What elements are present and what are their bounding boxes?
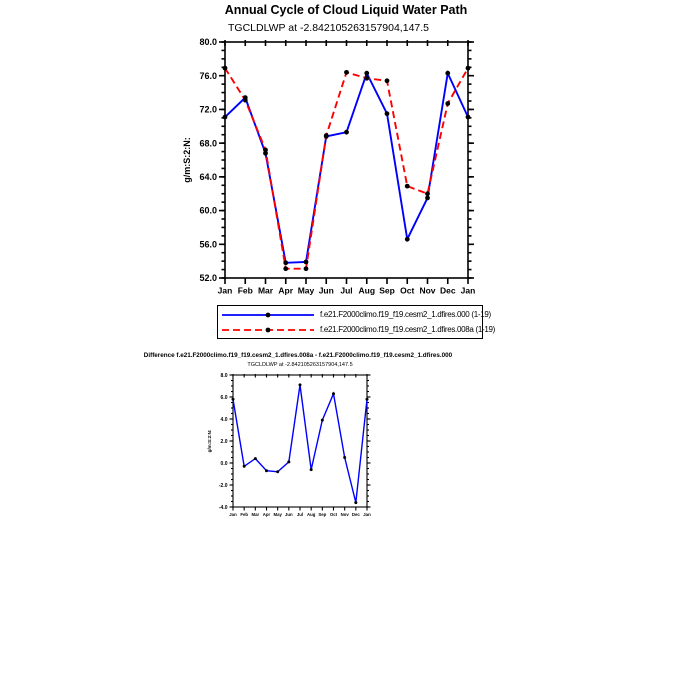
main-chart-subtitle: TGCLDLWP at -2.842105263157904,147.5 [228, 22, 430, 34]
y-tick-label: 64.0 [199, 172, 217, 183]
series-line-0 [233, 385, 367, 503]
x-tick-label: Sep [318, 511, 327, 517]
main-chart [180, 36, 500, 301]
y-tick-label: 4.0 [220, 416, 228, 423]
series-markers-0 [232, 383, 369, 504]
y-tick-label: -2.0 [218, 482, 228, 489]
y-tick-label: 6.0 [220, 394, 228, 401]
y-tick-label: 56.0 [199, 239, 217, 250]
axes [219, 40, 474, 284]
main-chart-title: Annual Cycle of Cloud Liquid Water Path [224, 3, 468, 17]
y-tick-label: 2.0 [220, 438, 228, 445]
x-tick-label: Jul [296, 511, 304, 517]
x-tick-label: Aug [306, 511, 316, 517]
y-tick-label: 72.0 [199, 104, 217, 115]
x-tick-label: Apr [262, 511, 271, 517]
x-tick-label: Mar [257, 285, 274, 296]
legend-line-solid-icon [218, 309, 318, 321]
x-tick-label: Dec [351, 511, 360, 517]
x-tick-label: Jan [217, 285, 233, 296]
y-tick-label: 60.0 [199, 205, 217, 216]
x-tick-label: Jun [285, 511, 293, 517]
axes [230, 374, 371, 511]
x-tick-label: Jan [460, 285, 476, 296]
x-tick-label: Jan [363, 511, 371, 517]
x-tick-label: Feb [240, 511, 248, 517]
legend [217, 305, 496, 339]
x-tick-label: Jul [340, 285, 353, 296]
diff-chart [195, 368, 395, 528]
x-tick-label: Dec [439, 285, 456, 296]
series-line-0 [225, 73, 468, 263]
legend-item [218, 308, 491, 322]
legend-label: f.e21.F2000climo.f19_f19.cesm2_1.dfires.008a (1-19) [320, 325, 496, 334]
y-tick-label: 0.0 [220, 460, 228, 467]
y-tick-label: 52.0 [199, 273, 217, 284]
x-tick-label: Oct [329, 511, 338, 517]
x-tick-label: Feb [237, 285, 253, 296]
y-axis-labels [219, 373, 371, 517]
legend-item [218, 323, 496, 337]
x-tick-label: Jan [229, 511, 237, 517]
y-tick-label: 8.0 [220, 372, 228, 379]
x-tick-label: Jun [318, 285, 334, 296]
x-tick-label: May [297, 285, 315, 296]
x-tick-label: Nov [340, 511, 349, 517]
y-axis-title: g/m:S:2:N: [207, 429, 212, 453]
diff-chart-subtitle: TGCLDLWP at -2.842105263157904,147.5 [247, 362, 353, 368]
x-tick-label: Nov [419, 285, 436, 296]
x-tick-label: Mar [251, 511, 260, 517]
x-tick-label: Sep [379, 285, 395, 296]
legend-label: f.e21.F2000climo.f19_f19.cesm2_1.dfires.000 (1-19) [320, 310, 491, 319]
diff-chart-title: Difference f.e21.F2000climo.f19_f19.cesm2_1.dfires.008a - f.e21.F2000climo.f19_f19.cesm2_1.dfires.000 [143, 352, 453, 359]
x-tick-label: Oct [400, 285, 415, 296]
x-tick-label: May [273, 511, 282, 517]
y-axis-title: g/m:S:2:N: [182, 137, 192, 183]
y-tick-label: -4.0 [218, 504, 228, 511]
y-tick-label: 80.0 [199, 37, 217, 48]
x-tick-label: Aug [358, 285, 376, 296]
x-tick-label: Apr [278, 285, 294, 296]
y-tick-label: 68.0 [199, 138, 217, 149]
y-tick-label: 76.0 [199, 70, 217, 81]
legend-line-dashed-icon [218, 324, 318, 336]
